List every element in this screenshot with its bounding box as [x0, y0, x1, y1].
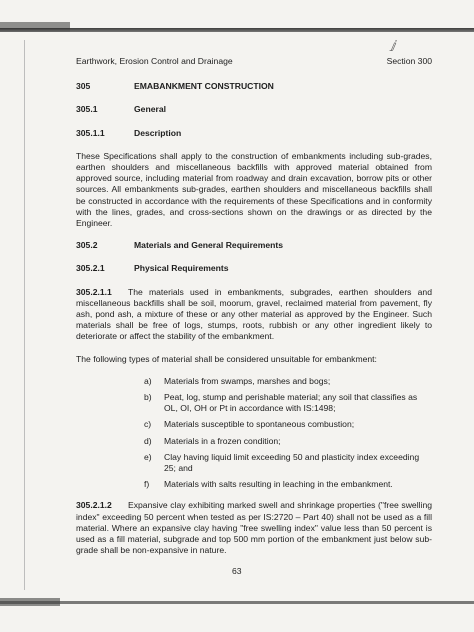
section-heading-305-2-1: [76, 263, 432, 274]
clause-305-2-1-1: [76, 287, 432, 343]
list-item-letter: c): [144, 419, 152, 430]
header-chapter-title: Earthwork, Erosion Control and Drainage: [76, 56, 233, 66]
unsuitable-intro: The following types of material shall be considered unsuitable for embankment:: [76, 353, 377, 364]
description-paragraph: These Specifications shall apply to the construction of embankments including sub-grades, earthen shoulders and miscellaneous backfills with approved material obtained from approved source, including material from roadway and drain excavation, borrow pits or other sources. All embankments sub-grades, earthen shoulders and miscellaneous backfills shall be constructed in accordance with the requirements of these Specifications and in conformity with the lines, grades, and cross-sections shown on the drawings or as directed by the Engineer.: [76, 150, 432, 229]
section-number: 305.2: [76, 240, 98, 251]
clause-text: Expansive clay exhibiting marked swell and shrinkage properties ("free swelling index" exceeding 50 percent when tested as per IS:2720 – Part 40) shall not be used as a fill material. Where an expansive clay having "free swelling index" value less than 50 percent is used as a fill material, subgrade and top 500 mm portion of the embankment just below sub-grade shall be non-expansive in nature.: [76, 500, 432, 556]
clause-number: 305.2.1.2: [76, 500, 112, 511]
section-title: Physical Requirements: [134, 263, 229, 274]
running-header: [76, 56, 432, 67]
list-item-text: Materials from swamps, marshes and bogs;: [164, 375, 331, 386]
list-item-letter: d): [144, 435, 152, 446]
clause-number: 305.2.1.1: [76, 286, 112, 297]
handwritten-mark: ⅉ: [390, 37, 398, 53]
page-number: 63: [232, 566, 242, 576]
list-item: [144, 479, 432, 490]
section-number: 305.2.1: [76, 263, 105, 274]
document-page: [76, 56, 432, 568]
list-item: [144, 376, 432, 387]
list-item: [144, 419, 432, 430]
clause-text: The materials used in embankments, subgrades, earthen shoulders and miscellaneous backfills shall be soil, moorum, gravel, reclaimed material from pavement, fly ash, pond ash, a mixture of these or any other material as approved by the Engineer. Such materials shall be free of logs, stumps, roots, rubbish or any other ingredient likely to deteriorate or affect the stability of the embankment.: [76, 286, 432, 342]
section-number: 305.1: [76, 104, 98, 115]
list-item-letter: a): [144, 375, 152, 386]
list-item-letter: f): [144, 479, 150, 490]
list-item-text: Materials with salts resulting in leaching in the embankment.: [164, 479, 393, 490]
section-heading-305-1-1: [76, 128, 432, 139]
scan-artifact-top-edge: [0, 28, 474, 32]
unsuitable-materials-list: [144, 376, 432, 491]
section-title: Materials and General Requirements: [134, 240, 284, 251]
section-heading-305: [76, 81, 432, 92]
list-item-letter: b): [144, 392, 152, 403]
header-section-label: Section 300: [386, 56, 432, 66]
list-item-letter: e): [144, 451, 152, 462]
section-title: Description: [134, 127, 182, 138]
list-item: [144, 452, 432, 474]
list-item-text: Materials susceptible to spontaneous combustion;: [164, 419, 355, 430]
list-item-text: Clay having liquid limit exceeding 50 and plasticity index exceeding 25; and: [164, 451, 420, 474]
section-heading-305-2: [76, 240, 432, 251]
list-item-text: Materials in a frozen condition;: [164, 435, 281, 446]
section-number: 305.1.1: [76, 127, 105, 138]
list-item: [144, 392, 432, 414]
section-title: EMABANKMENT CONSTRUCTION: [134, 81, 274, 92]
clause-305-2-1-2: [76, 500, 432, 556]
section-title: General: [134, 104, 167, 115]
section-number: 305: [76, 81, 91, 92]
scan-artifact-margin-line: [24, 40, 25, 590]
list-item-text: Peat, log, stump and perishable material; any soil that classifies as OL, OI, OH or Pt in accordance with IS:1498;: [164, 392, 418, 414]
scan-artifact-bottom-edge: [0, 601, 474, 604]
section-heading-305-1: [76, 104, 432, 115]
list-item: [144, 436, 432, 447]
